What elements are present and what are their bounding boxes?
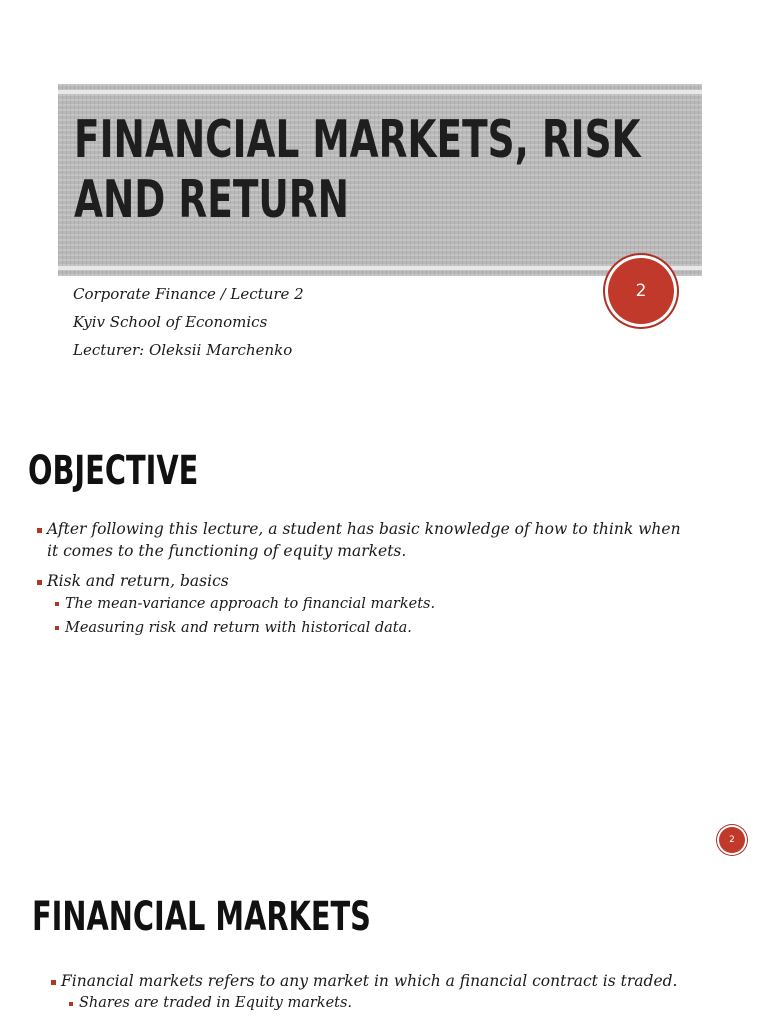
financial-markets-heading: FINANCIAL MARKETS: [32, 894, 371, 940]
page-number-small: 2: [729, 835, 735, 845]
school-line: Kyiv School of Economics: [73, 313, 268, 331]
objective-heading: OBJECTIVE: [28, 448, 199, 494]
objective-bullet-list: [36, 518, 696, 640]
page-number-badge-small: [719, 827, 745, 853]
title-banner: [58, 84, 702, 276]
markets-bullet-list: [50, 970, 750, 1014]
page-number-badge: [608, 258, 674, 324]
slide-title-line-2: AND RETURN: [74, 170, 349, 230]
sub-bullet-item: The mean-variance approach to financial markets.: [54, 592, 696, 616]
lecturer-line: Lecturer: Oleksii Marchenko: [73, 341, 293, 359]
sub-bullet-item: Measuring risk and return with historical data.: [54, 616, 696, 640]
bullet-item: After following this lecture, a student has basic knowledge of how to think when it comes to the functioning of equity markets.: [36, 518, 696, 562]
bullet-item: Risk and return, basics: [36, 570, 696, 592]
sub-bullet-item: Shares are traded in Equity markets.: [68, 992, 750, 1014]
page-number: 2: [635, 281, 647, 301]
slide-title-line-1: FINANCIAL MARKETS, RISK: [74, 110, 641, 170]
bullet-item: Financial markets refers to any market in which a financial contract is traded.: [50, 970, 750, 992]
slide-subtitle: [73, 280, 304, 364]
course-line: Corporate Finance / Lecture 2: [73, 285, 304, 303]
slide-title: [74, 110, 708, 230]
